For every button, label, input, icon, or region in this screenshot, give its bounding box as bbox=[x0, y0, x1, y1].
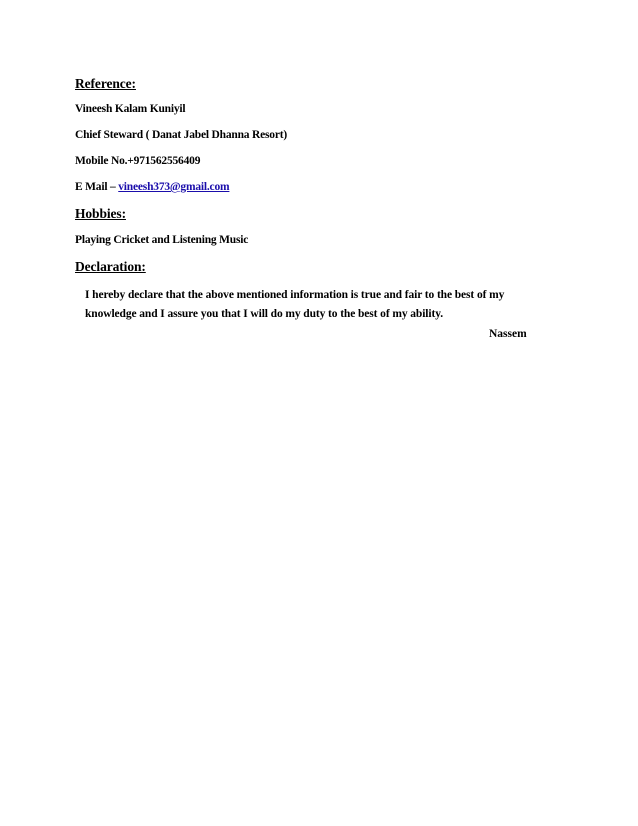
declaration-line-2: knowledge and I assure you that I will do my duty to the best of my ability. bbox=[85, 308, 443, 320]
declaration-line-1: I hereby declare that the above mentioned information is true and fair to the best of my bbox=[85, 289, 505, 301]
hobbies-heading: Hobbies: bbox=[75, 206, 126, 221]
reference-mobile: Mobile No.+971562556409 bbox=[75, 155, 201, 167]
reference-heading: Reference: bbox=[75, 76, 136, 91]
reference-position: Chief Steward ( Danat Jabel Dhanna Resort) bbox=[75, 129, 288, 141]
reference-email-line bbox=[75, 181, 229, 193]
email-label: E Mail – bbox=[75, 181, 119, 193]
declaration-heading: Declaration: bbox=[75, 259, 146, 274]
hobbies-text: Playing Cricket and Listening Music bbox=[75, 234, 249, 246]
email-link[interactable]: vineesh373@gmail.com bbox=[118, 181, 230, 193]
reference-name: Vineesh Kalam Kuniyil bbox=[75, 103, 186, 115]
declaration-text bbox=[85, 286, 555, 324]
signature-name: Nassem bbox=[489, 328, 527, 340]
